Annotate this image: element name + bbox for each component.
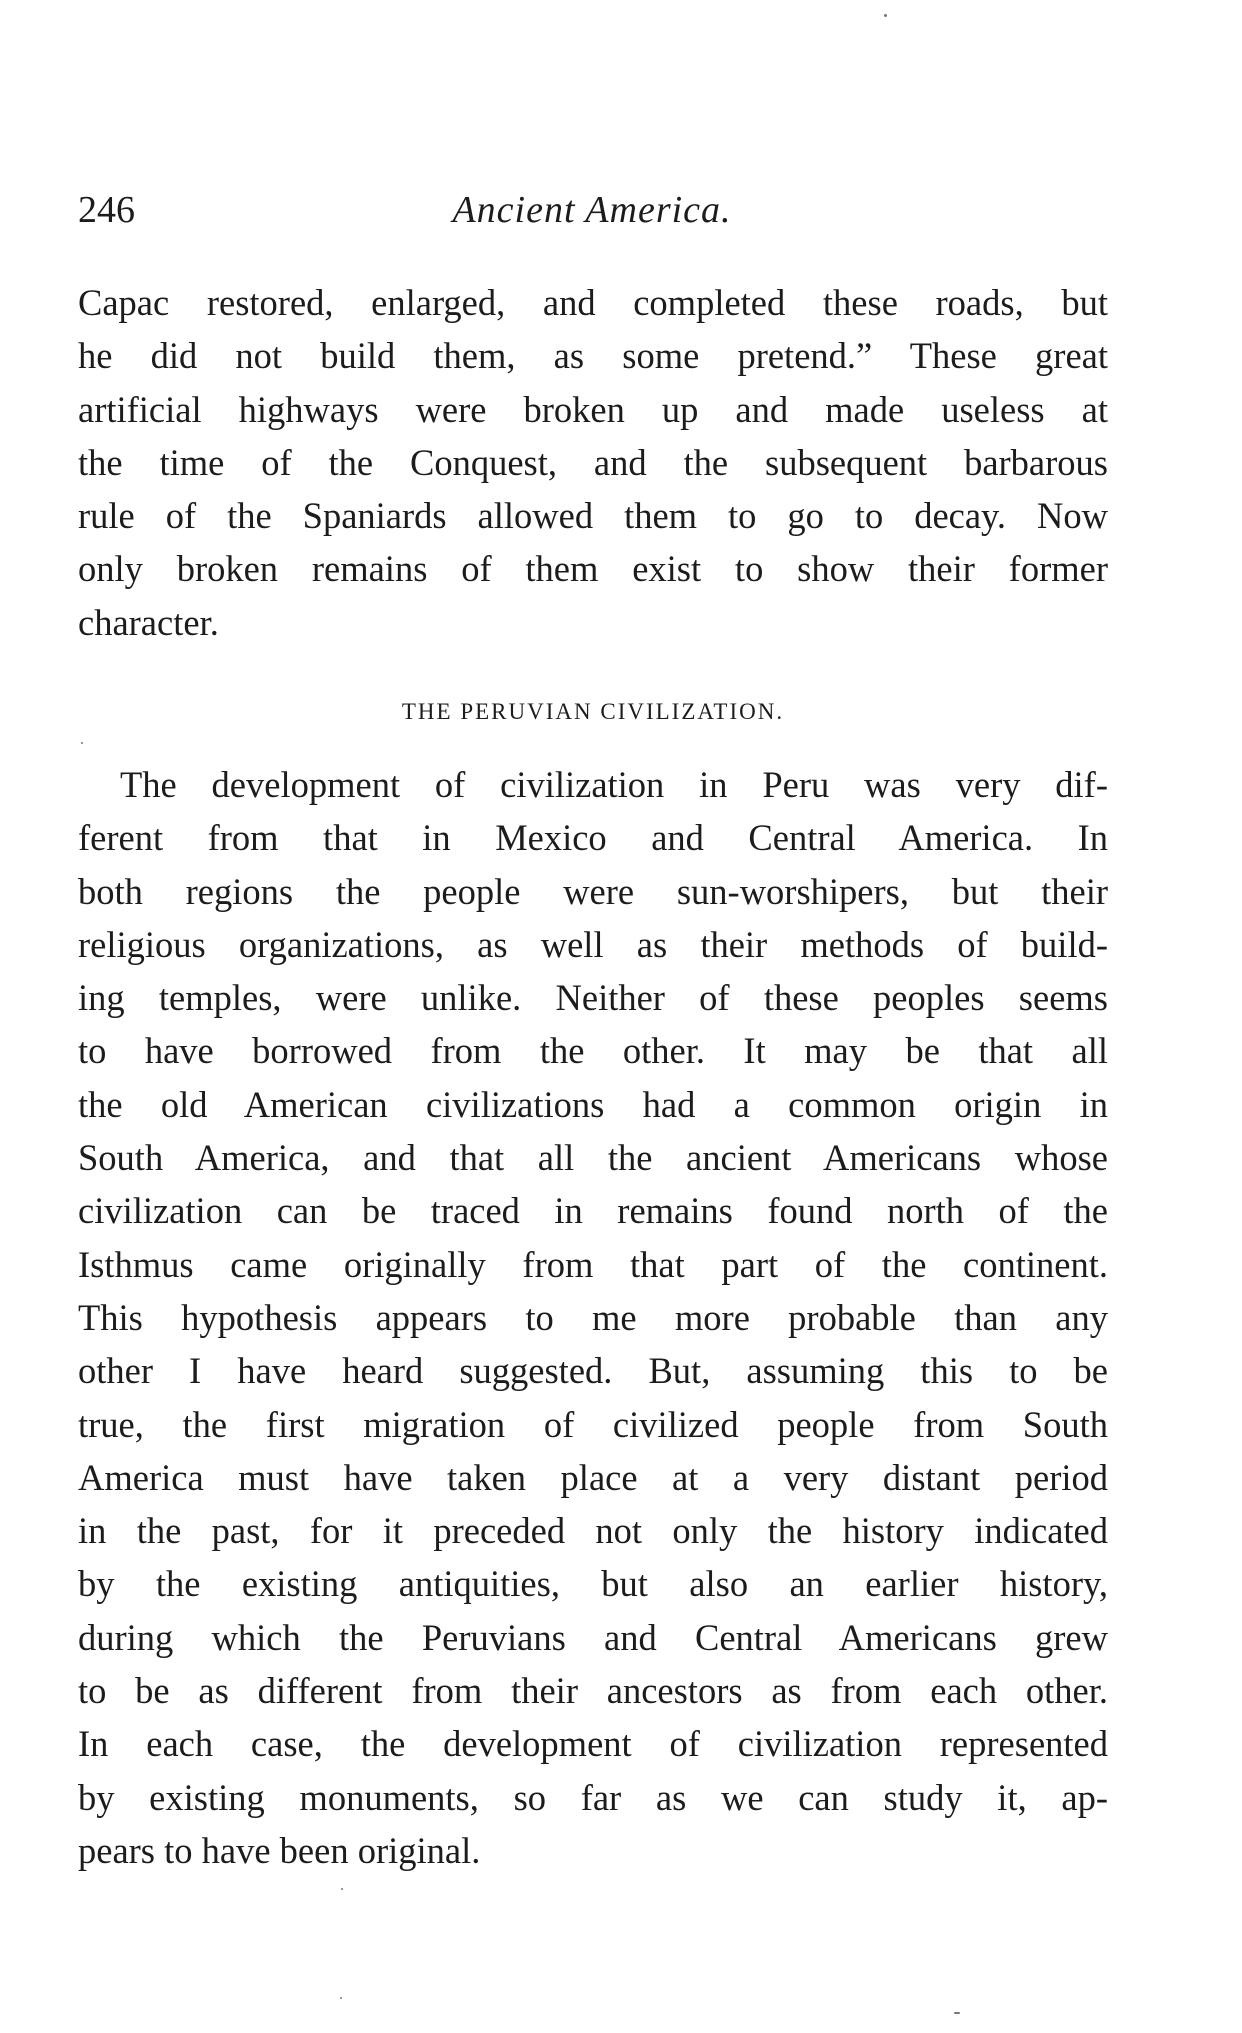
print-speck (341, 1888, 343, 1890)
text-line: America must have taken place at a very distant period (78, 1456, 1108, 1498)
text-line: religious organizations, as well as their methods of build- (78, 923, 1108, 965)
section-heading: THE PERUVIAN CIVILIZATION. (401, 699, 785, 724)
text-line: civilization can be traced in remains found north of the (78, 1190, 1108, 1232)
text-line: the old American civilizations had a common origin in (78, 1083, 1108, 1125)
text-line: true, the first migration of civilized people from South (78, 1403, 1108, 1445)
text-line: South America, and that all the ancient Americans whose (78, 1137, 1108, 1179)
text-line: both regions the people were sun-worshipers, but their (78, 870, 1108, 912)
running-head (78, 180, 1106, 240)
page-number: 246 (78, 189, 135, 231)
print-speck (954, 2012, 960, 2014)
text-line: other I have heard suggested. But, assuming this to be (78, 1350, 1108, 1392)
text-line: only broken remains of them exist to show their former (78, 548, 1108, 590)
text-line: by the existing antiquities, but also an earlier history, (78, 1563, 1108, 1605)
paragraph-peruvian-civilization (78, 758, 1108, 1877)
text-line: ing temples, were unlike. Neither of these peoples seems (78, 977, 1108, 1019)
text-line: rule of the Spaniards allowed them to go to decay. Now (78, 495, 1108, 537)
paragraph-continued (78, 276, 1108, 649)
print-speck (340, 1997, 342, 1999)
text-line: ferent from that in Mexico and Central America. In (78, 817, 1108, 859)
text-line: by existing monuments, so far as we can study it, ap- (78, 1776, 1108, 1818)
text-line: The development of civilization in Peru was very dif- (120, 764, 1108, 805)
text-line: the time of the Conquest, and the subsequent barbarous (78, 441, 1108, 483)
text-line: in the past, for it preceded not only the history indicated (78, 1510, 1108, 1552)
text-line: This hypothesis appears to me more probable than any (78, 1296, 1108, 1338)
print-speck (81, 742, 83, 744)
text-line: Capac restored, enlarged, and completed these roads, but (78, 282, 1108, 323)
text-line: character. (78, 601, 219, 643)
text-line: Isthmus came originally from that part of the continent. (78, 1243, 1108, 1285)
text-line: artificial highways were broken up and made useless at (78, 388, 1108, 430)
running-title: Ancient America. (452, 189, 732, 231)
text-line: to have borrowed from the other. It may be that all (78, 1030, 1108, 1072)
text-line: In each case, the development of civilization represented (78, 1723, 1108, 1765)
text-line: to be as different from their ancestors as from each other. (78, 1670, 1108, 1712)
text-line: during which the Peruvians and Central Americans grew (78, 1616, 1108, 1658)
text-line: he did not build them, as some pretend.” These great (78, 335, 1108, 377)
print-speck (884, 14, 887, 17)
text-line: pears to have been original. (78, 1829, 481, 1871)
